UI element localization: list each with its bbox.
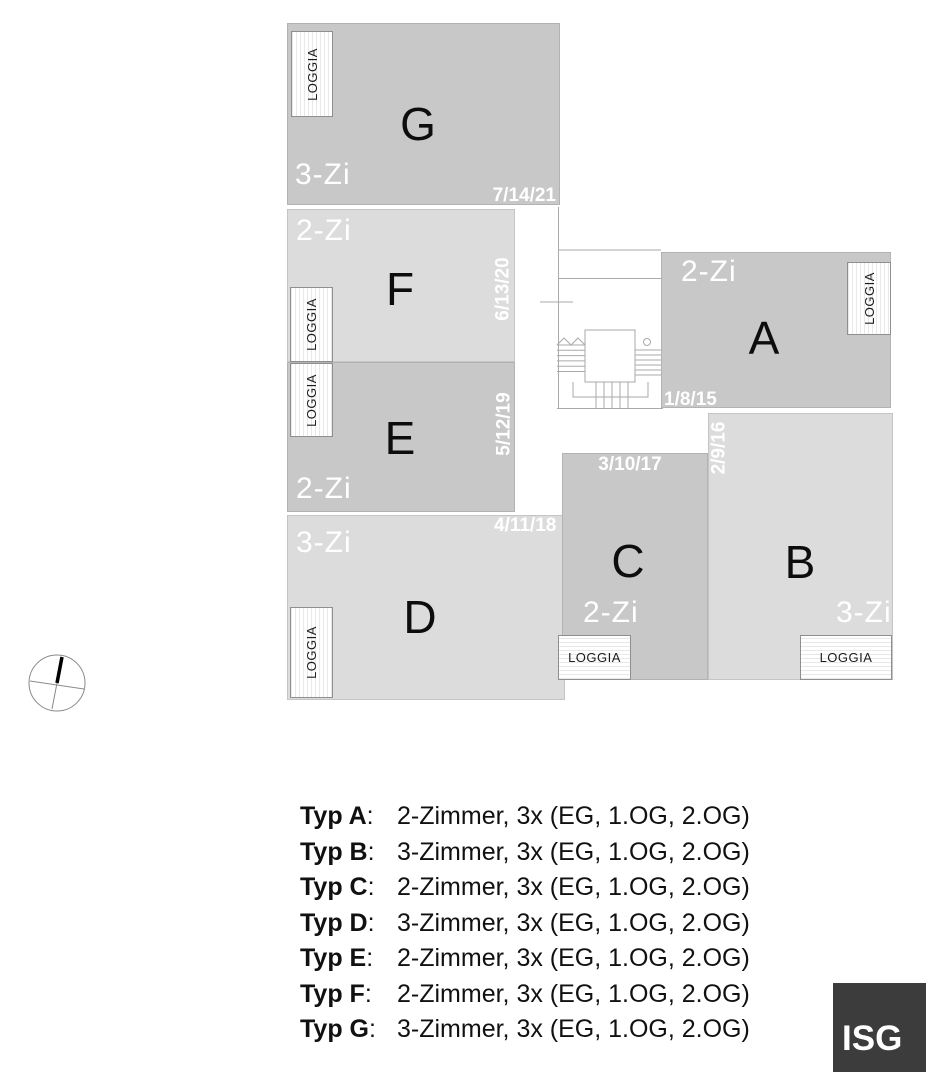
unit-numbers-E: 5/12/19 (493, 392, 515, 456)
loggia-box-A (847, 262, 891, 335)
north-needle (57, 657, 62, 683)
unit-letter-A: A (748, 312, 780, 364)
legend-desc: 2-Zimmer, 3x (EG, 1.OG, 2.OG) (397, 802, 750, 830)
unit-letter-E: E (384, 412, 416, 464)
legend-row (300, 838, 770, 874)
loggia-box-D (290, 607, 333, 698)
legend-separator: : (367, 837, 375, 866)
stairwell-drawing (535, 200, 675, 420)
legend-type: Typ A (300, 802, 367, 830)
legend-desc: 2-Zimmer, 3x (EG, 1.OG, 2.OG) (397, 873, 750, 901)
legend-type: Typ D (300, 908, 368, 937)
legend-desc: 2-Zimmer, 3x (EG, 1.OG, 2.OG) (397, 979, 750, 1008)
loggia-box-G (291, 31, 333, 117)
room-count-G: 3-Zi (295, 158, 351, 191)
legend-separator: : (368, 1015, 376, 1043)
legend-type: Typ C (300, 873, 368, 901)
room-count-A: 2-Zi (681, 255, 737, 288)
legend-separator: : (366, 802, 374, 830)
loggia-box-E (290, 363, 333, 437)
room-count-C: 2-Zi (583, 596, 639, 629)
loggia-label: LOGGIA (568, 650, 621, 665)
unit-numbers-G: 7/14/21 (492, 185, 556, 206)
legend-type: Typ F (300, 979, 365, 1008)
legend-row (300, 802, 770, 838)
legend-type: Typ E (300, 944, 367, 972)
isg-logo (833, 983, 926, 1072)
room-count-B: 3-Zi (836, 596, 892, 629)
unit-numbers-F: 6/13/20 (492, 257, 514, 321)
loggia-label: LOGGIA (861, 272, 877, 325)
unit-letter-G: G (400, 98, 436, 150)
room-count-F: 2-Zi (296, 214, 352, 247)
unit-numbers-B: 2/9/16 (708, 421, 730, 475)
unit-letter-B: B (784, 536, 816, 588)
legend-desc: 2-Zimmer, 3x (EG, 1.OG, 2.OG) (397, 944, 750, 972)
legend-type: Typ B (300, 837, 368, 866)
loggia-label: LOGGIA (304, 298, 320, 351)
legend-separator: : (367, 873, 375, 901)
unit-numbers-D: 4/11/18 (494, 515, 557, 536)
legend-separator: : (366, 944, 374, 972)
legend-type: Typ G (300, 1015, 369, 1043)
legend-separator: : (367, 908, 375, 937)
unit-letter-F: F (385, 263, 415, 315)
loggia-box-F (290, 287, 333, 362)
unit-letter-C: C (611, 535, 645, 587)
room-count-E: 2-Zi (296, 472, 352, 505)
legend-desc: 3-Zimmer, 3x (EG, 1.OG, 2.OG) (397, 908, 750, 937)
loggia-label: LOGGIA (304, 373, 320, 427)
loggia-label: LOGGIA (819, 650, 873, 665)
unit-letter-D: D (403, 591, 437, 643)
legend-row (300, 944, 770, 980)
elevator-shaft (585, 330, 635, 382)
legend-desc: 3-Zimmer, 3x (EG, 1.OG, 2.OG) (397, 1015, 750, 1043)
loggia-label: LOGGIA (304, 47, 320, 101)
north-compass-icon (20, 645, 110, 730)
legend-row (300, 873, 770, 909)
legend-row (300, 909, 770, 945)
legend-row (300, 980, 770, 1016)
room-count-D: 3-Zi (296, 526, 352, 559)
legend-row (300, 1015, 770, 1051)
legend-desc: 3-Zimmer, 3x (EG, 1.OG, 2.OG) (397, 837, 750, 866)
loggia-label: LOGGIA (304, 626, 320, 679)
isg-logo-text: ISG (842, 1019, 903, 1058)
unit-numbers-C: 3/10/17 (598, 454, 662, 475)
loggia-box-B (800, 635, 892, 680)
loggia-box-C (558, 635, 631, 680)
legend (300, 802, 770, 1051)
unit-numbers-A: 1/8/15 (664, 389, 717, 410)
legend-separator: : (364, 979, 372, 1008)
